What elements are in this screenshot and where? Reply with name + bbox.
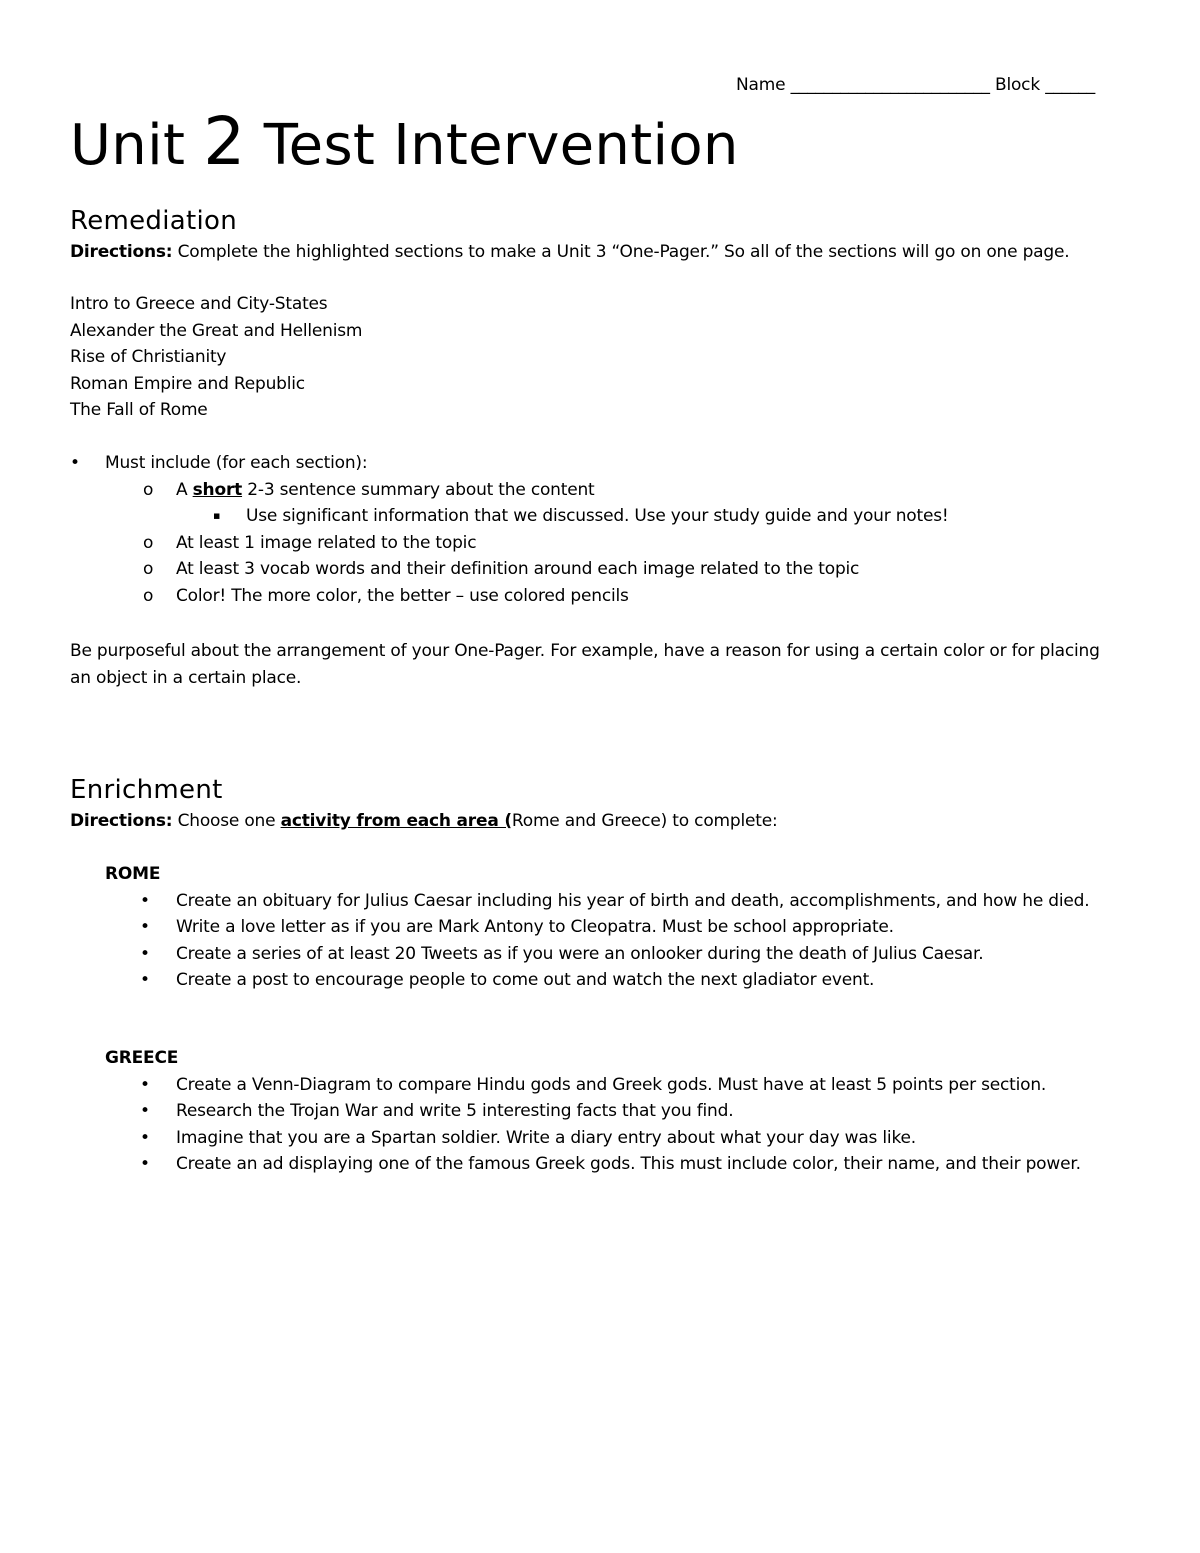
req1-emphasis: short [192, 479, 243, 500]
page-title [70, 104, 739, 184]
remediation-directions [70, 239, 1130, 266]
list-item [70, 1125, 1130, 1152]
req1-pre: A [176, 479, 193, 500]
topic-item: Rise of Christianity [70, 347, 227, 367]
req3: At least 3 vocab words and their definition around each image related to the topic [176, 559, 860, 579]
list-item [70, 914, 1130, 941]
bullet: • [140, 1101, 150, 1121]
bullet: • [70, 453, 80, 473]
bullet: • [140, 890, 150, 911]
greece-item: Create a Venn-Diagram to compare Hindu gods and Greek gods. Must have at least 5 points per section. [176, 1074, 1047, 1095]
topic-item: Intro to Greece and City-States [70, 294, 328, 314]
directions-pre: Choose one [172, 811, 281, 831]
bullet: • [140, 1127, 150, 1148]
block-blank: ______ [1045, 75, 1096, 95]
name-block-line [736, 72, 1095, 98]
list-item [70, 1098, 1130, 1125]
rome-item: Write a love letter as if you are Mark Antony to Cleopatra. Must be school appropriate. [176, 917, 894, 937]
rome-title: ROME [105, 864, 161, 884]
list-item [70, 530, 1130, 557]
directions-emphasis: activity from each area ( [280, 811, 512, 831]
greece-item: Create an ad displaying one of the famous Greek gods. This must include color, their name, and their power. [176, 1154, 1081, 1174]
list-item [70, 583, 1130, 610]
directions-label: Directions: [70, 242, 173, 262]
bullet: o [143, 559, 154, 579]
enrichment-heading: Enrichment [70, 775, 223, 805]
bullet: o [143, 585, 154, 606]
bullet: ▪ [213, 509, 221, 522]
list-item [70, 941, 1130, 968]
greece-activities [70, 1045, 1130, 1178]
purpose-paragraph: Be purposeful about the arrangement of your One-Pager. For example, have a reason for using a certain color or for placing an object in a certain place. [70, 641, 1100, 688]
must-include-text: Must include (for each section): [105, 453, 368, 473]
list-item [70, 888, 1130, 915]
list-item [70, 477, 1130, 504]
greece-item: Imagine that you are a Spartan soldier. Write a diary entry about what your day was like. [176, 1127, 916, 1148]
title-number: 2 [203, 103, 246, 180]
name-blank: ________________________ [790, 75, 990, 95]
rome-activities [70, 861, 1130, 994]
bullet: • [140, 1154, 150, 1174]
directions-post: Rome and Greece) to complete: [511, 811, 778, 831]
list-item [70, 1072, 1130, 1099]
remediation-heading: Remediation [70, 206, 237, 236]
req2: At least 1 image related to the topic [176, 532, 477, 553]
name-label: Name [736, 75, 786, 95]
bullet: • [140, 1074, 150, 1095]
topic-item: Roman Empire and Republic [70, 373, 305, 394]
topic-item: The Fall of Rome [70, 400, 208, 420]
directions-text: Complete the highlighted sections to make a Unit 3 “One-Pager.” So all of the sections will go on one page. [172, 242, 1070, 262]
bullet: o [143, 532, 154, 553]
topic-list [70, 291, 1130, 424]
bullet: • [140, 970, 150, 990]
bullet: • [140, 917, 150, 937]
block-label: Block [995, 75, 1040, 95]
list-item [70, 967, 1130, 994]
req4: Color! The more color, the better – use colored pencils [176, 585, 629, 606]
req1-sub: Use significant information that we discussed. Use your study guide and your notes! [246, 506, 949, 526]
list-item [70, 450, 1130, 477]
directions-label: Directions: [70, 811, 173, 831]
rome-item: Create an obituary for Julius Caesar including his year of birth and death, accomplishments, and how he died. [176, 890, 1090, 911]
greece-title: GREECE [105, 1048, 179, 1068]
enrichment-directions [70, 808, 1130, 835]
requirements-list [70, 450, 1130, 609]
title-suffix: Test Intervention [245, 113, 739, 178]
list-item [70, 1151, 1130, 1178]
greece-item: Research the Trojan War and write 5 interesting facts that you find. [176, 1101, 734, 1121]
list-item [70, 556, 1130, 583]
bullet: o [143, 479, 154, 500]
topic-item: Alexander the Great and Hellenism [70, 320, 363, 341]
req1-post: 2-3 sentence summary about the content [242, 479, 595, 500]
rome-item: Create a series of at least 20 Tweets as if you were an onlooker during the death of Julius Caesar. [176, 943, 984, 964]
rome-item: Create a post to encourage people to come out and watch the next gladiator event. [176, 970, 875, 990]
list-item [70, 503, 1130, 530]
bullet: • [140, 943, 150, 964]
title-prefix: Unit [70, 113, 204, 178]
